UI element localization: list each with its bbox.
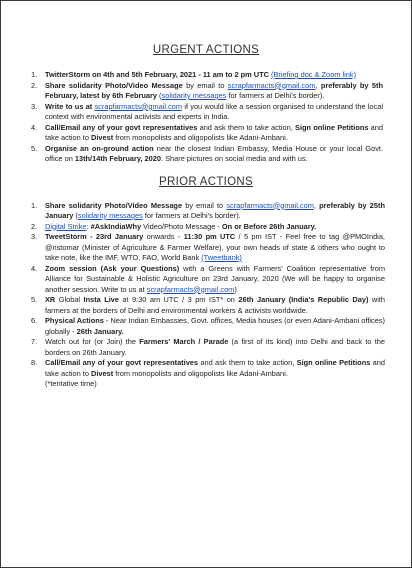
item-number: 4. xyxy=(31,122,38,132)
bold-text: Call/Email any of your govt representatives xyxy=(45,122,198,132)
text: with a Greens with Farmers' Coalition representative from Alliance for Sustainable & Holistic Agriculture on 23rd January, 2020 (We will be happy to organise another session. Write to us at xyxy=(45,263,385,294)
text: with farmers at the borders of Delhi and environmental workers & activists worldwide. xyxy=(45,295,386,315)
text: (a first of its kind) into Delhi and back to the borders on 26th January. xyxy=(45,337,385,357)
bold-text: Physical Actions xyxy=(45,316,104,325)
item-number: 3. xyxy=(31,232,38,241)
item-number: 3. xyxy=(31,101,38,111)
bold-text: On or Before 26th January. xyxy=(221,221,317,231)
prior-actions-heading: PRIOR ACTIONS xyxy=(159,175,253,188)
list-item xyxy=(31,337,385,358)
text: and ask them to take action, xyxy=(197,122,296,132)
text: and ask them to take action, xyxy=(198,358,297,367)
link[interactable]: solidarity messages xyxy=(77,211,143,220)
text: and take action to xyxy=(45,122,384,142)
bold-text: preferably by 25th January xyxy=(45,200,385,220)
item-number: 8. xyxy=(31,358,38,367)
text: - Near Indian Embassies, Govt. offices, Media houses (or even Adani-Ambani offices) globally - xyxy=(45,316,385,336)
link[interactable]: solidarity messages xyxy=(161,91,227,100)
list-item xyxy=(31,295,386,316)
list-item xyxy=(31,221,385,233)
text: Global xyxy=(55,295,84,304)
bold-text: Share solidarity Photo/Video Message xyxy=(45,200,183,210)
item-number: 2. xyxy=(31,221,38,231)
bold-text: Divest xyxy=(91,133,114,142)
text: , xyxy=(313,200,320,210)
bold-text: #AskIndiaWhy xyxy=(90,221,142,231)
item-number: 1. xyxy=(31,70,38,79)
link[interactable]: (Briefing doc & Zoom link) xyxy=(271,70,357,79)
link[interactable]: scrapfarmacts@gmail.com xyxy=(146,284,235,294)
bold-text: Share solidarity Photo/Video Message xyxy=(45,80,183,90)
item-number: 5. xyxy=(31,143,38,153)
item-number: 2. xyxy=(31,80,38,90)
link[interactable]: scrapfarmacts@gmail.com xyxy=(227,80,316,90)
list-item xyxy=(31,316,385,337)
item-number: 4. xyxy=(31,263,38,273)
text: from monopolists and oligopolists like Adani-Ambani. xyxy=(113,368,288,378)
text: : xyxy=(86,221,91,231)
text: for farmers at Delhi's border). xyxy=(142,211,241,220)
bold-text: 13th/14th February, 2020 xyxy=(74,154,161,163)
text: ( xyxy=(157,91,162,100)
bold-text: Zoom session (Ask your Questions) xyxy=(45,263,180,273)
text: / 5 pm IST - Feel free to tag @PMOIndia, @nstomar (Minister of Agriculture & Farmer Welfare), your own heads of state & others who ought to take note, like the IMF, WTO, FAO, World Bank xyxy=(45,232,385,262)
item-number: 7. xyxy=(31,337,38,346)
text: for farmers at Delhi's border). xyxy=(226,91,325,100)
bold-text: 26th January (India's Republic Day) xyxy=(238,295,369,304)
bold-text: Write to us at xyxy=(45,101,93,111)
text: near the closest Indian Embassy, Media House or your local Govt. office on xyxy=(45,143,383,163)
list-item xyxy=(31,200,385,222)
text: and take action to xyxy=(45,358,386,378)
bold-text: Organise an on-ground action xyxy=(45,143,154,153)
urgent-actions-heading: URGENT ACTIONS xyxy=(152,44,260,56)
bold-text: TweetStorm - 23rd January xyxy=(45,232,144,241)
link[interactable]: scrapfarmacts@gmail.com xyxy=(226,200,314,210)
bold-text: Divest xyxy=(91,368,114,378)
urgent-actions-list xyxy=(1,70,411,165)
list-item xyxy=(31,80,383,102)
bold-text: Call/Email any of your govt representatives xyxy=(45,358,199,367)
text: at 9:30 am UTC / 3 pm IST* on xyxy=(119,295,239,304)
bold-text: Insta Live xyxy=(83,295,119,304)
link[interactable]: (Tweetbank) xyxy=(201,253,242,262)
list-item xyxy=(31,143,383,165)
prior-actions-list xyxy=(1,201,411,390)
list-item xyxy=(31,101,383,123)
item-number: 1. xyxy=(31,200,38,210)
bold-text: Farmers' March / Parade xyxy=(139,337,229,346)
bold-text: Sign online Petitions xyxy=(295,122,369,132)
text: ) xyxy=(234,284,237,294)
item-number: 5. xyxy=(31,295,38,304)
list-item xyxy=(31,70,383,81)
list-item xyxy=(31,232,385,264)
bold-text: TwitterStorm on 4th and 5th February, 2021 - 11 am to 2 pm UTC xyxy=(45,70,269,79)
item-number: 6. xyxy=(31,316,38,325)
bold-text: 26th January. xyxy=(76,326,124,336)
list-item xyxy=(31,358,386,390)
text: onwards - xyxy=(143,232,184,241)
link[interactable]: scrapfarmacts@gmail.com xyxy=(94,101,183,111)
bold-text: preferably by 5th February, latest by 6th February xyxy=(45,80,383,100)
text: Watch out for (or Join) the xyxy=(45,337,140,346)
text: from monopolists and oligopolists like Adani-Ambani. xyxy=(113,133,288,142)
list-item xyxy=(31,122,384,144)
text: . Share pictures on social media and with us. xyxy=(160,154,308,163)
bold-text: Sign online Petitions xyxy=(296,358,371,367)
bold-text: XR xyxy=(45,295,56,304)
list-item xyxy=(31,263,385,296)
text: by email to xyxy=(182,200,227,210)
text: , xyxy=(315,80,321,90)
text: ( xyxy=(73,211,78,220)
text: Video/Photo Message - xyxy=(141,221,222,231)
link[interactable]: Digital Strike xyxy=(45,221,87,231)
text: by email to xyxy=(182,80,228,90)
bold-text: 11:30 pm UTC xyxy=(183,232,236,241)
footnote: (*tentative time) xyxy=(45,379,97,388)
text: if you would like a session organised to understand the local context with environmental activists and experts in India. xyxy=(45,101,383,121)
